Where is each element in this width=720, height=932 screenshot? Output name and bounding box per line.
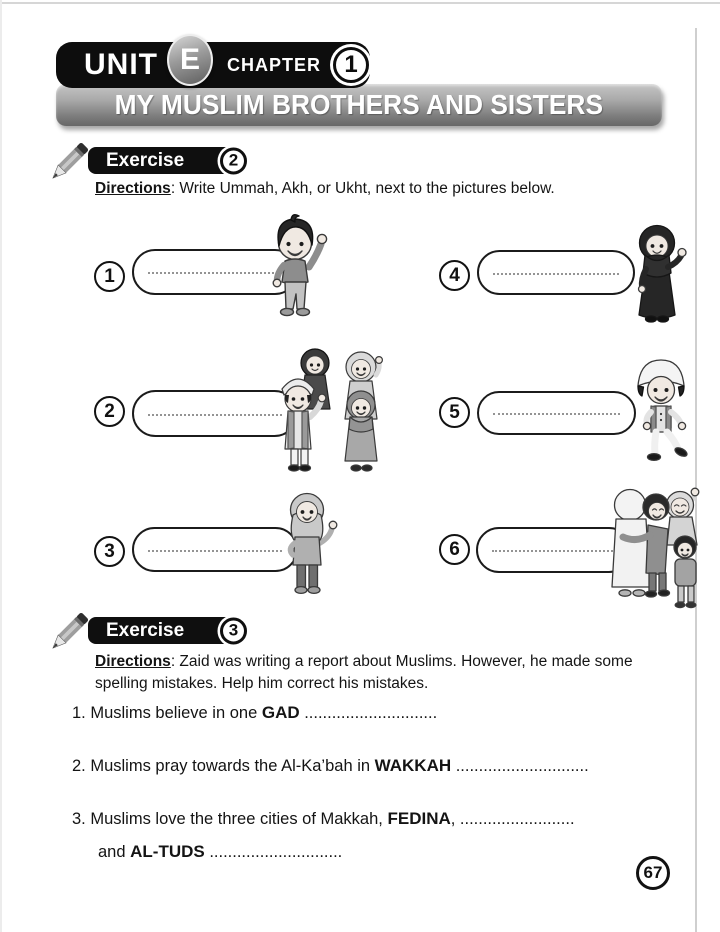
sentence-3-line-2 bbox=[98, 842, 342, 862]
sentence-1 bbox=[72, 703, 437, 723]
dotted-line bbox=[493, 273, 619, 275]
unit-label: UNIT bbox=[84, 48, 158, 81]
pencil-icon bbox=[42, 137, 94, 189]
misspelled-word: GAD bbox=[261, 703, 300, 722]
sentence-text: 1. Muslims believe in one bbox=[72, 704, 262, 722]
directions-label: Directions bbox=[95, 180, 171, 197]
directions-label: Directions bbox=[95, 653, 171, 670]
answer-dots[interactable]: ............................. bbox=[451, 757, 589, 775]
misspelled-word: WAKKAH bbox=[374, 756, 452, 775]
illustration-boy-waving bbox=[256, 211, 336, 335]
page-edge-left bbox=[0, 0, 2, 932]
illustration-girl-hijab-waving bbox=[274, 485, 344, 603]
exercise-3-label: Exercise bbox=[106, 619, 185, 641]
item-4-answer-blank[interactable] bbox=[477, 250, 635, 295]
item-5-number-badge: 5 bbox=[439, 397, 470, 428]
item-1-number-badge: 1 bbox=[94, 261, 125, 292]
sentence-2 bbox=[72, 756, 589, 776]
illustration-girl-abaya-waving bbox=[616, 219, 700, 337]
chapter-number-badge: 1 bbox=[333, 47, 369, 83]
directions-text: : Zaid was writing a report about Muslims. However, he made some spelling mistakes. Help him correct his mistakes. bbox=[95, 653, 633, 693]
answer-dots[interactable]: , ......................... bbox=[450, 810, 575, 828]
page-edge-top bbox=[0, 2, 720, 4]
chapter-label: CHAPTER bbox=[227, 54, 322, 75]
directions-text: : Write Ummah, Akh, or Ukht, next to the pictures below. bbox=[170, 180, 555, 197]
illustration-children-hugging bbox=[590, 473, 707, 619]
item-4-number-badge: 4 bbox=[439, 260, 470, 291]
item-5-answer-blank[interactable] bbox=[477, 391, 636, 435]
item-3-number-badge: 3 bbox=[94, 536, 125, 567]
exercise-2-header bbox=[88, 147, 238, 174]
illustration-boy-kufi-walking bbox=[618, 353, 702, 471]
pencil-icon bbox=[42, 607, 94, 659]
sentence-text: 2. Muslims pray towards the Al-Ka’bah in bbox=[72, 757, 375, 775]
unit-letter-badge: E bbox=[167, 34, 213, 86]
exercise-3-number-badge: 3 bbox=[220, 617, 247, 644]
dotted-line bbox=[493, 413, 620, 415]
exercise-2-number-badge: 2 bbox=[220, 147, 247, 174]
dotted-line bbox=[148, 414, 282, 416]
exercise-2-directions bbox=[95, 178, 660, 200]
misspelled-word: FEDINA bbox=[387, 809, 451, 828]
exercise-2-label: Exercise bbox=[106, 149, 185, 171]
sentence-text: and bbox=[98, 843, 131, 861]
unit-chapter-banner bbox=[56, 42, 370, 88]
misspelled-word: AL-TUDS bbox=[130, 842, 205, 861]
illustration-group-of-children bbox=[263, 341, 400, 479]
chapter-title-banner bbox=[56, 84, 662, 126]
answer-dots[interactable]: ............................. bbox=[299, 704, 438, 722]
sentence-text: 3. Muslims love the three cities of Makkah, bbox=[72, 810, 388, 828]
page-number-badge: 67 bbox=[636, 856, 670, 890]
item-6-number-badge: 6 bbox=[439, 534, 470, 565]
exercise-3-directions bbox=[95, 651, 687, 696]
sentence-3-line-1 bbox=[72, 809, 575, 829]
item-2-number-badge: 2 bbox=[94, 396, 125, 427]
answer-dots[interactable]: ............................. bbox=[204, 843, 343, 861]
exercise-3-header bbox=[88, 617, 238, 644]
chapter-title: MY MUSLIM BROTHERS AND SISTERS bbox=[114, 89, 604, 120]
dotted-line bbox=[148, 550, 282, 552]
